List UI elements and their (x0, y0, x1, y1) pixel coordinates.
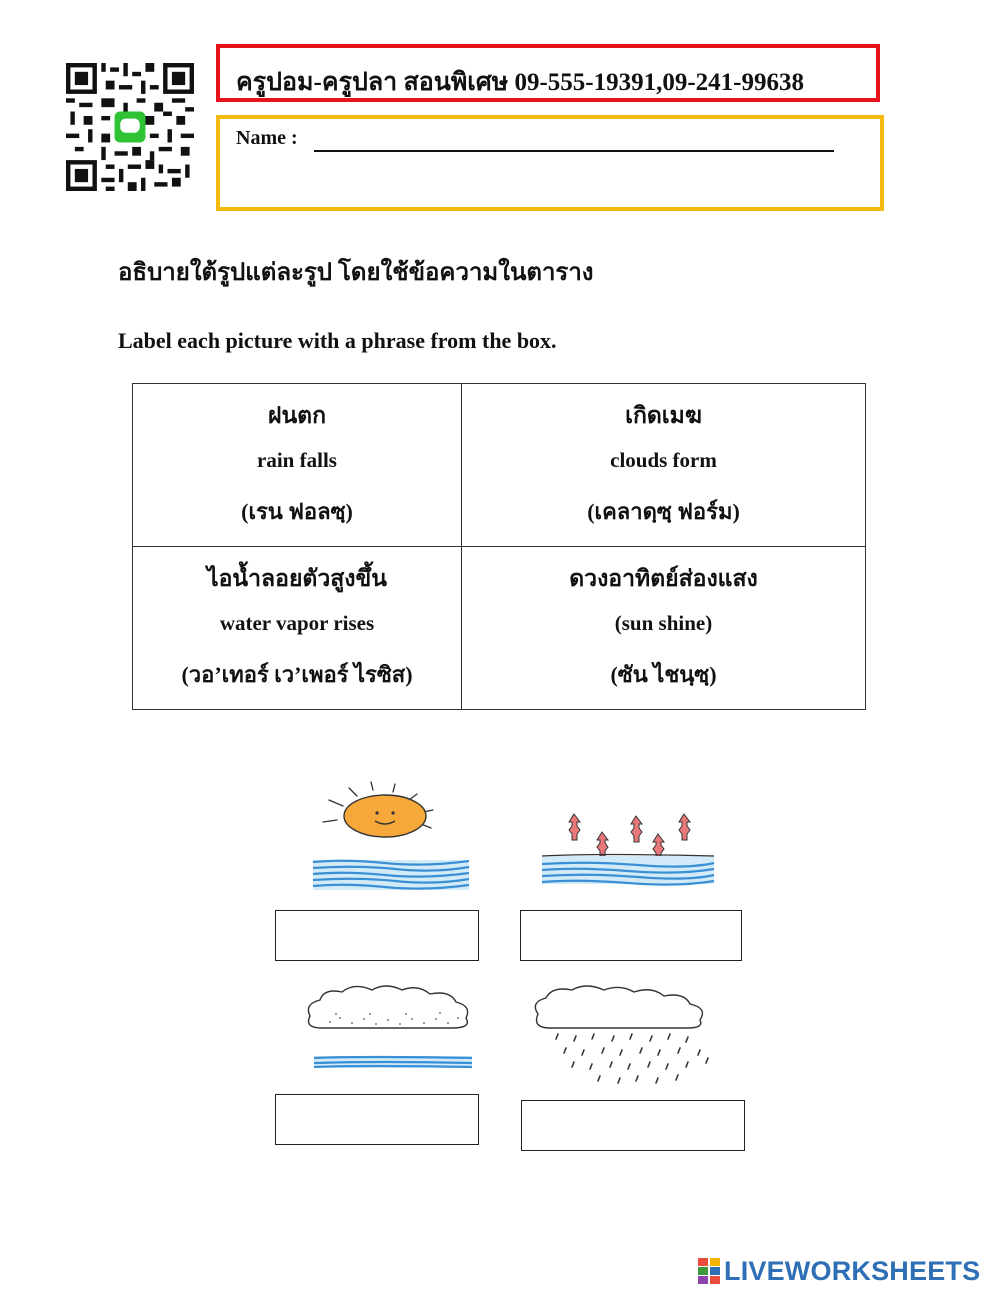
name-box (216, 115, 884, 211)
phrase-english: water vapor rises (219, 611, 375, 635)
answer-box[interactable] (521, 1100, 745, 1151)
phrase-row (133, 547, 866, 710)
instruction-thai: อธิบายใต้รูปแต่ละรูป โดยใช้ข้อความในตาราง (118, 260, 594, 286)
phrase-thai: ฝนตก (267, 403, 327, 428)
phrase-phonetic: (เคลาดฺซฺ ฟอร์ม) (587, 499, 740, 524)
phrase-row (133, 384, 866, 547)
phrase-english: (sun shine) (614, 611, 713, 635)
vapor-rising-icon (538, 808, 718, 888)
phrase-thai: เกิดเมฆ (625, 403, 702, 428)
header-title: ครูปอม-ครูปลา สอนพิเศษ 09-555-19391,09-241-99638 (236, 69, 805, 96)
brand-name: LIVEWORKSHEETS (724, 1255, 981, 1286)
phrase-phonetic: (ซัน ไชนฺซฺ) (610, 662, 717, 687)
phrase-thai: ไอน้ำลอยตัวสูงขึ้น (207, 566, 387, 591)
qr-code-icon (66, 62, 194, 192)
phrase-thai: ดวงอาทิตย์ส่องแสง (569, 566, 758, 591)
cloud-over-water-icon (300, 978, 480, 1073)
phrase-phonetic: (วอ’เทอร์ เว’เพอร์ ไรซิส) (181, 662, 413, 687)
phrase-box (132, 383, 866, 710)
name-label: Name : (236, 127, 298, 149)
sun-over-water-icon (305, 780, 485, 895)
rain-cloud-icon (528, 982, 723, 1090)
liveworksheets-logo (698, 1255, 980, 1287)
phrase-cell-rain-falls (133, 384, 462, 547)
answer-box[interactable] (275, 1094, 479, 1145)
liveworksheets-blocks-icon (698, 1258, 720, 1284)
phrase-english: rain falls (257, 448, 337, 472)
phrase-english: clouds form (610, 448, 717, 472)
phrase-cell-sun-shine (462, 547, 866, 710)
answer-box[interactable] (520, 910, 742, 961)
phrase-cell-clouds-form (462, 384, 866, 547)
name-input-line[interactable] (314, 150, 834, 152)
instruction-english: Label each picture with a phrase from the box. (118, 328, 557, 353)
phrase-phonetic: (เรน ฟอลซฺ) (241, 499, 353, 524)
answer-box[interactable] (275, 910, 479, 961)
phrase-cell-vapor-rises (133, 547, 462, 710)
